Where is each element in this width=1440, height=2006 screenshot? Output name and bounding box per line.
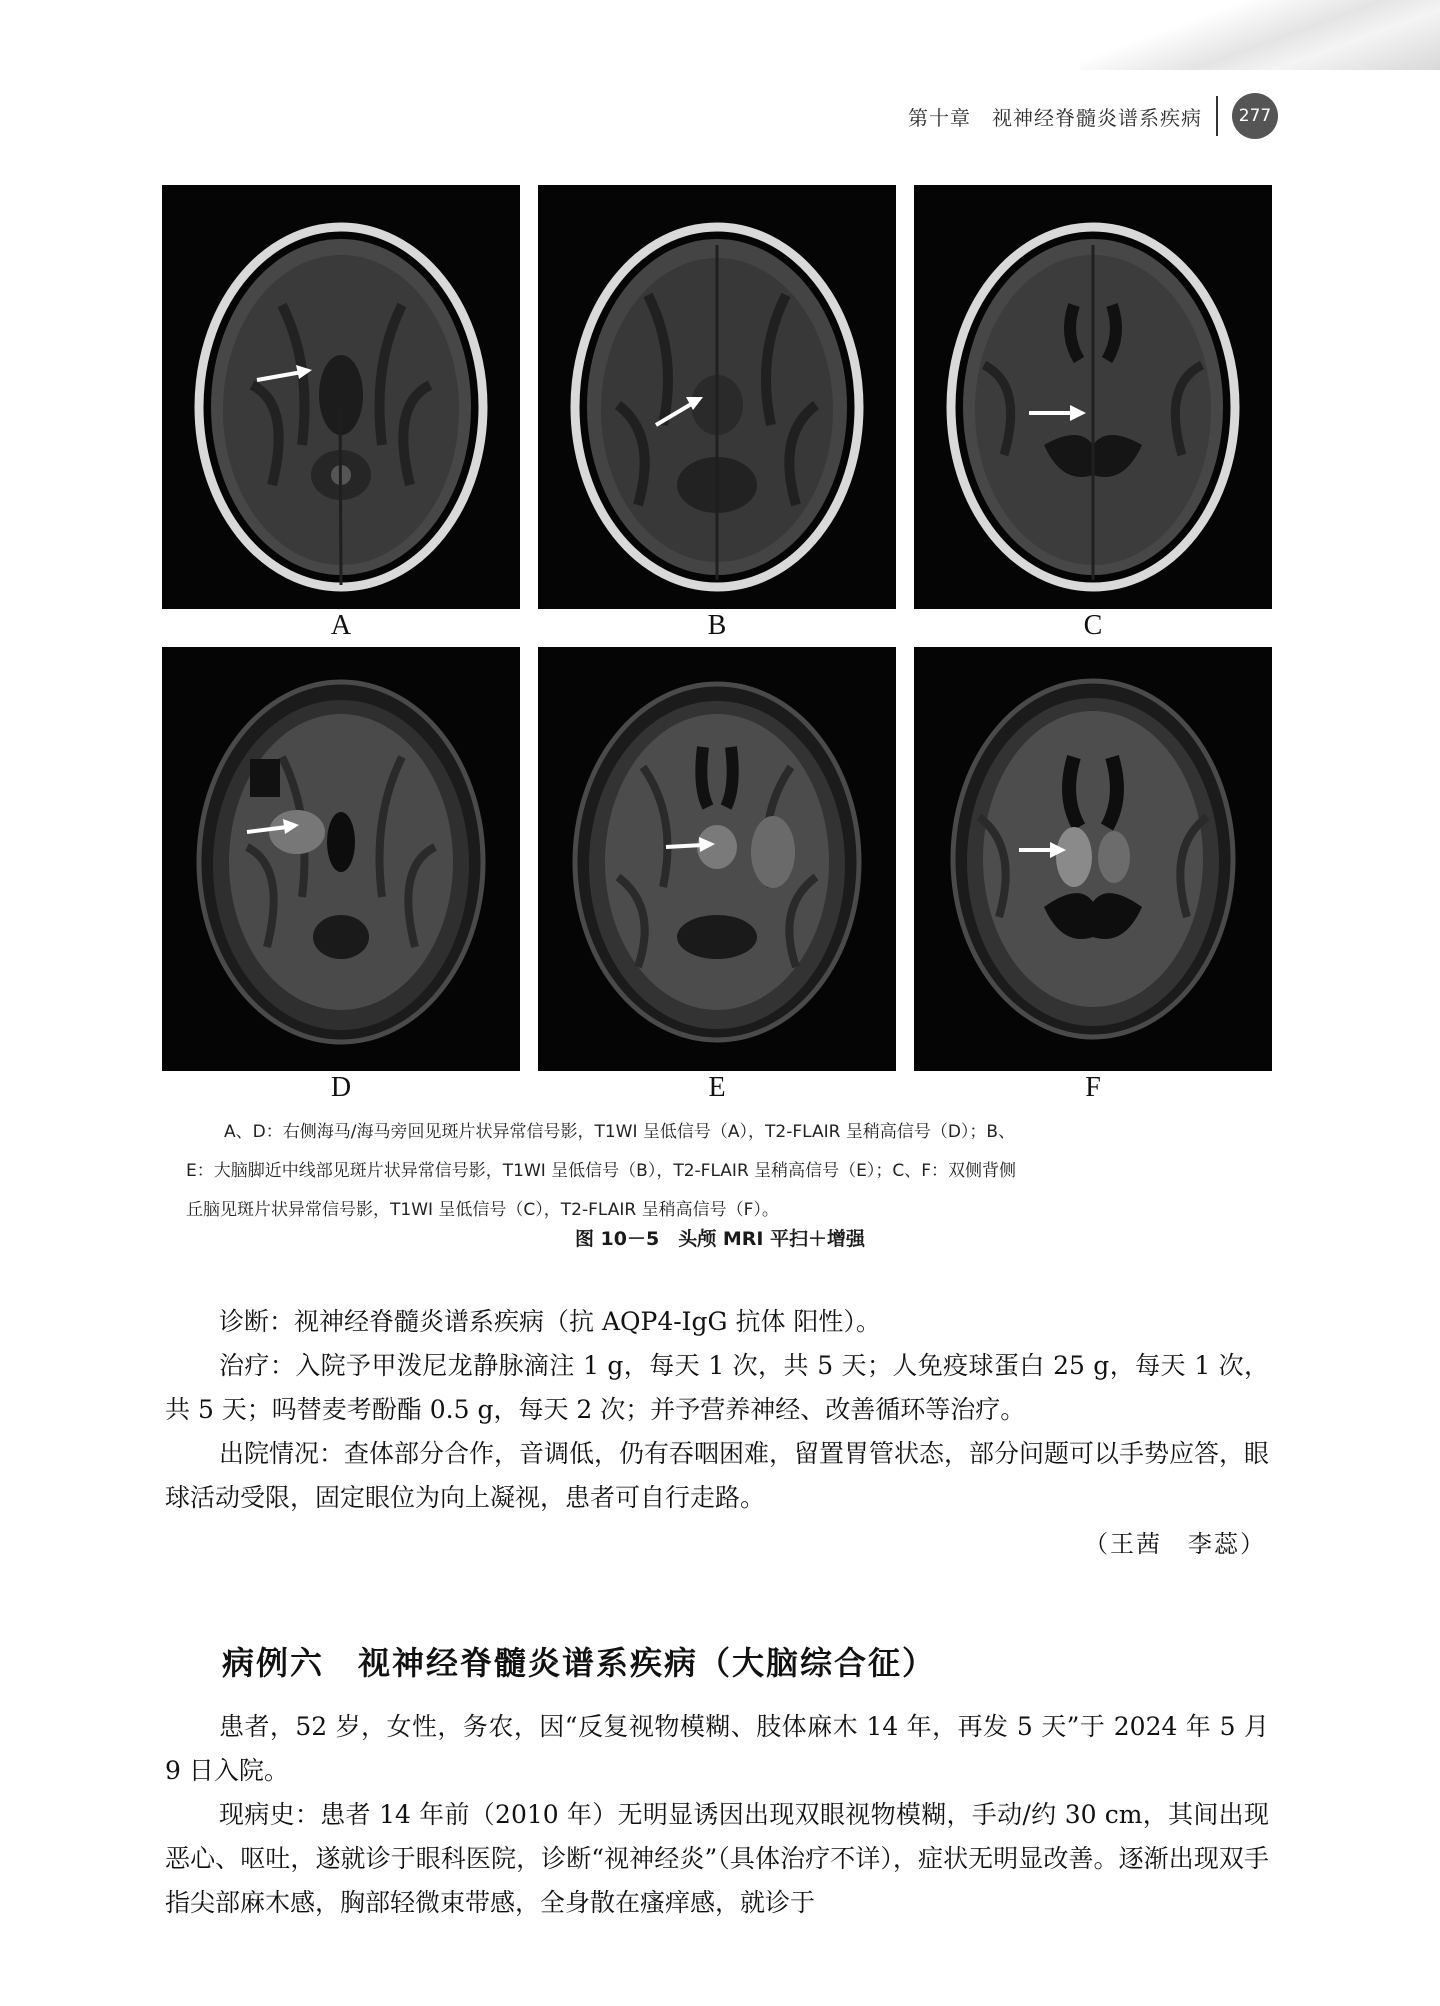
figure-caption bbox=[186, 1113, 1268, 1230]
mri-panel-c bbox=[914, 185, 1272, 609]
treatment-paragraph: 治疗：入院予甲泼尼龙静脉滴注 1 g，每天 1 次，共 5 天；人免疫球蛋白 25 g，每天 1 次，共 5 天；吗替麦考酚酯 0.5 g，每天 2 次；并予营养神经、改善循环等治疗。 bbox=[165, 1351, 1269, 1424]
panel-label-d: D bbox=[330, 1072, 352, 1103]
chapter-title: 第十章 视神经脊髓炎谱系疾病 bbox=[908, 105, 1202, 130]
running-head bbox=[800, 96, 1278, 136]
mri-panel-e bbox=[538, 647, 896, 1071]
panel-label-f: F bbox=[1085, 1072, 1101, 1103]
page-corner-decoration bbox=[1080, 0, 1440, 70]
diagnosis-paragraph: 诊断：视神经脊髓炎谱系疾病（抗 AQP4-IgG 抗体 阳性）。 bbox=[219, 1307, 881, 1336]
figure-title: 图 10－5 头颅 MRI 平扫＋增强 bbox=[574, 1228, 866, 1250]
mri-panel-a bbox=[162, 185, 520, 609]
mri-panel-d bbox=[162, 647, 520, 1071]
patient-intro-paragraph: 患者，52 岁，女性，务农，因“反复视物模糊、肢体麻木 14 年，再发 5 天”于 2024 年 5 月 9 日入院。 bbox=[165, 1712, 1269, 1785]
page-number-badge: 277 bbox=[1232, 93, 1278, 139]
mri-panel-f bbox=[914, 647, 1272, 1071]
header-divider bbox=[1216, 96, 1218, 136]
panel-label-a: A bbox=[330, 610, 352, 641]
caption-line: 丘脑见斑片状异常信号影，T1WI 呈低信号（C），T2-FLAIR 呈稍高信号（F）。 bbox=[186, 1200, 779, 1220]
case-body bbox=[165, 1300, 1269, 1520]
section-heading: 病例六 视神经脊髓炎谱系疾病（大脑综合征） bbox=[222, 1644, 937, 1682]
history-paragraph: 现病史：患者 14 年前（2010 年）无明显诱因出现双眼视物模糊，手动/约 30 cm，其间出现恶心、呕吐，遂就诊于眼科医院，诊断“视神经炎”（具体治疗不详），症状无明显改善。逐渐出现双手指尖部麻木感，胸部轻微束带感，全身散在瘙痒感，就诊于 bbox=[165, 1800, 1269, 1917]
panel-label-c: C bbox=[1083, 610, 1103, 641]
panel-label-b: B bbox=[707, 610, 727, 641]
mri-panel-b bbox=[538, 185, 896, 609]
next-case-body bbox=[165, 1705, 1269, 1925]
caption-line: E：大脑脚近中线部见斑片状异常信号影，T1WI 呈低信号（B），T2-FLAIR 呈稍高信号（E）；C、F：双侧背侧 bbox=[186, 1161, 1017, 1181]
panel-label-e: E bbox=[708, 1072, 726, 1103]
author-signature: （王茜 李蕊） bbox=[1084, 1530, 1266, 1558]
discharge-paragraph: 出院情况：查体部分合作，音调低，仍有吞咽困难，留置胃管状态，部分问题可以手势应答，眼球活动受限，固定眼位为向上凝视，患者可自行走路。 bbox=[165, 1439, 1270, 1512]
caption-line: A、D：右侧海马/海马旁回见斑片状异常信号影，T1WI 呈低信号（A），T2-FLAIR 呈稍高信号（D）；B、 bbox=[224, 1122, 1016, 1142]
